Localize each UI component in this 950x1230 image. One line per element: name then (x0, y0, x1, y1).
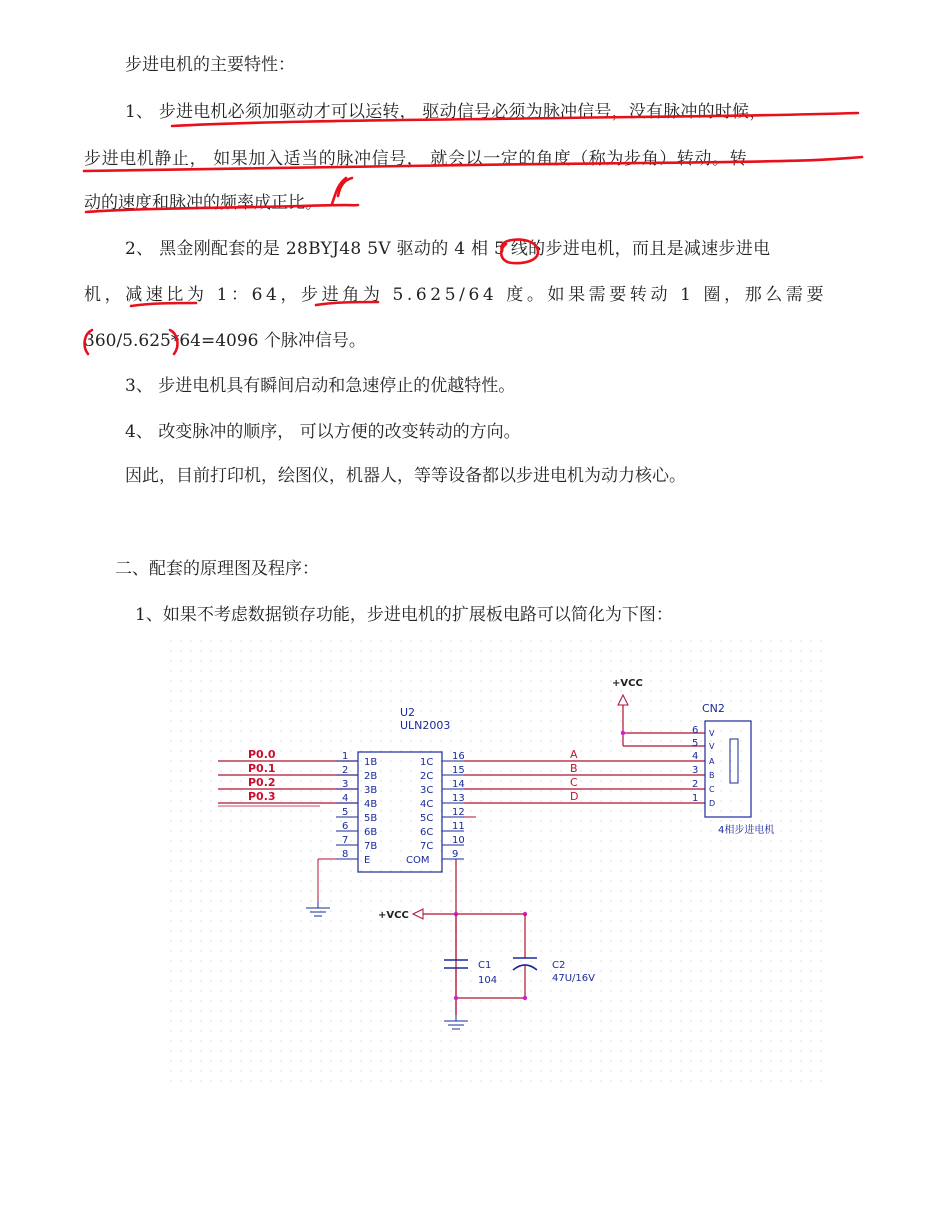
paragraph-2-line-1: 2、 黑金刚配套的是 28BYJ48 5V 驱动的 4 相 5 线的步进电机，而且是减速步进电 (125, 239, 771, 259)
cn2-reference: CN2 (702, 702, 725, 715)
c1-value: 104 (478, 975, 498, 986)
u2-part-number: ULN2003 (400, 719, 451, 732)
pin-name: V (709, 742, 715, 751)
pin-number: 12 (452, 807, 465, 818)
pin-number: 15 (452, 765, 465, 776)
pin-name: 4B (364, 799, 378, 810)
pin-name: 3C (420, 785, 434, 796)
pin-name: 2B (364, 771, 378, 782)
pin-name: 3B (364, 785, 378, 796)
grid-background (170, 640, 830, 1090)
pin-name: 6B (364, 827, 378, 838)
paragraph-1-line-2: 步进电机静止， 如果加入适当的脉冲信号， 就会以一定的角度（称为步角）转动。转 (84, 149, 748, 169)
port-label: P0.1 (248, 762, 276, 775)
pin-name: 4C (420, 799, 434, 810)
pin-name: E (364, 855, 371, 866)
pin-number: 9 (452, 849, 459, 860)
pin-number: 5 (342, 807, 349, 818)
pin-number: 11 (452, 821, 465, 832)
c2-reference: C2 (552, 960, 566, 971)
pin-number: 6 (342, 821, 349, 832)
pin-number: 1 (692, 793, 699, 804)
pin-number: 1 (342, 751, 349, 762)
paragraph-2-line-3: 360/5.625*64=4096 个脉冲信号。 (84, 331, 366, 351)
paragraph-5: 因此，目前打印机，绘图仪，机器人，等等设备都以步进电机为动力核心。 (125, 466, 686, 486)
pin-number: 4 (692, 751, 699, 762)
pin-name: 5B (364, 813, 378, 824)
pin-number: 13 (452, 793, 465, 804)
pin-number: 2 (692, 779, 699, 790)
port-label: P0.3 (248, 790, 276, 803)
net-label: A (570, 748, 578, 761)
paragraph-1-line-1: 1、 步进电机必须加驱动才可以运转， 驱动信号必须为脉冲信号，没有脉冲的时候， (125, 102, 767, 122)
net-label: B (570, 762, 578, 775)
pin-number: 3 (692, 765, 699, 776)
section-2-paragraph-1: 1、如果不考虑数据锁存功能，步进电机的扩展板电路可以简化为下图： (135, 605, 673, 625)
pin-number: 4 (342, 793, 349, 804)
paragraph-1-line-3: 动的速度和脉冲的频率成正比。 (84, 193, 322, 213)
u2-reference: U2 (400, 706, 416, 719)
vcc-label-mid: +VCC (378, 910, 409, 921)
motor-label: 4相步进电机 (718, 825, 775, 836)
paragraph-4: 4、 改变脉冲的顺序， 可以方便的改变转动的方向。 (125, 422, 521, 442)
pin-number: 6 (692, 725, 699, 736)
pin-name: A (709, 757, 715, 766)
c2-value: 47U/16V (552, 973, 595, 984)
pin-number: 10 (452, 835, 465, 846)
pin-name: 6C (420, 827, 434, 838)
net-label: D (570, 790, 579, 803)
correction-mark (332, 178, 352, 204)
net-label: C (570, 776, 578, 789)
port-label: P0.2 (248, 776, 276, 789)
pin-name: 1B (364, 757, 378, 768)
pin-name: 1C (420, 757, 434, 768)
paragraph-2-line-2: 机，减速比为 1：64，步进角为 5.625/64 度。如果需要转动 1 圈，那么需要 (84, 285, 828, 305)
pin-number: 3 (342, 779, 349, 790)
pin-number: 5 (692, 738, 699, 749)
pin-name: C (709, 785, 715, 794)
schematic-diagram (170, 640, 830, 1090)
pin-name: COM (406, 855, 430, 866)
paragraph-3: 3、 步进电机具有瞬间启动和急速停止的优越特性。 (125, 376, 516, 396)
pin-name: 2C (420, 771, 434, 782)
pin-name: 7B (364, 841, 378, 852)
pin-number: 7 (342, 835, 349, 846)
pin-name: 7C (420, 841, 434, 852)
vcc-label-top: +VCC (612, 678, 643, 689)
pin-number: 2 (342, 765, 349, 776)
pin-number: 8 (342, 849, 349, 860)
c1-reference: C1 (478, 960, 492, 971)
section-2-heading: 二、配套的原理图及程序： (115, 559, 319, 579)
pin-name: 5C (420, 813, 434, 824)
pin-name: V (709, 729, 715, 738)
heading: 步进电机的主要特性： (125, 55, 295, 75)
pin-number: 16 (452, 751, 465, 762)
pin-number: 14 (452, 779, 465, 790)
port-label: P0.0 (248, 748, 276, 761)
pin-name: D (709, 799, 716, 808)
pin-name: B (709, 771, 715, 780)
